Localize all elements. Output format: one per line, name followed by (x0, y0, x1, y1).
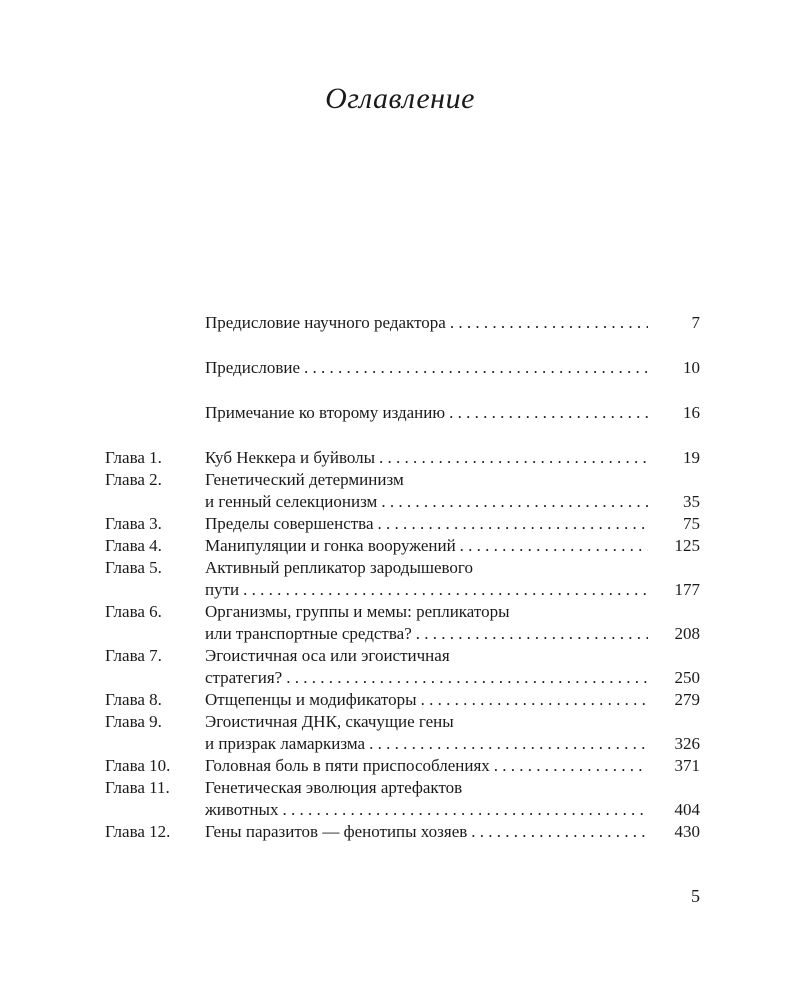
chapter-title-line: Генетическая эволюция артефактов (205, 778, 466, 797)
chapter-title-line: пути (205, 580, 243, 599)
chapter-label: Глава 12. (105, 822, 171, 841)
chapter-title-line: животных (205, 800, 282, 819)
chapter-page: 430 (674, 822, 700, 841)
chapter-label: Глава 5. (105, 558, 162, 577)
chapter-title-line: и генный селекционизм (205, 492, 381, 511)
toc-chapter-5-cont (105, 579, 700, 601)
toc-entry-title: Предисловие научного редактора (205, 313, 450, 332)
chapter-label: Глава 2. (105, 470, 162, 489)
page-title: Оглавление (325, 82, 475, 115)
toc-chapter-9 (105, 711, 700, 733)
chapter-label: Глава 6. (105, 602, 162, 621)
toc-chapter-6 (105, 601, 700, 623)
toc-entry-title: Предисловие (205, 358, 304, 377)
chapter-label: Глава 8. (105, 690, 162, 709)
chapter-label: Глава 9. (105, 712, 162, 731)
chapter-label: Глава 1. (105, 448, 162, 467)
chapter-title-line: Организмы, группы и мемы: репликаторы (205, 602, 514, 621)
toc-chapter-10 (105, 755, 700, 777)
chapter-title: Куб Неккера и буйволы (205, 448, 379, 467)
chapter-title-line: или транспортные средства? (205, 624, 416, 643)
toc-entry-page: 10 (683, 358, 700, 377)
chapter-page: 35 (683, 492, 700, 511)
toc-chapter-2 (105, 469, 700, 491)
toc-chapter-2-cont (105, 491, 700, 513)
toc-chapter-6-cont (105, 623, 700, 645)
chapter-page: 208 (674, 624, 700, 643)
table-of-contents (105, 312, 700, 843)
chapter-label: Глава 10. (105, 756, 171, 775)
chapter-label: Глава 3. (105, 514, 162, 533)
chapter-title-line: Активный репликатор зародышевого (205, 558, 477, 577)
toc-chapter-7 (105, 645, 700, 667)
chapter-title: Отщепенцы и модификаторы (205, 690, 421, 709)
toc-entry-second-edition-note (105, 402, 700, 424)
chapter-page: 19 (683, 448, 700, 467)
chapter-title-line: Эгоистичная оса или эгоистичная (205, 646, 454, 665)
toc-entry-page: 7 (691, 313, 700, 332)
toc-entry-foreword-editor (105, 312, 700, 334)
chapter-title: Манипуляции и гонка вооружений (205, 536, 460, 555)
chapter-page: 404 (674, 800, 700, 819)
chapter-title: Головная боль в пяти приспособлениях (205, 756, 494, 775)
toc-entry-foreword (105, 357, 700, 379)
chapter-page: 125 (674, 536, 700, 555)
toc-chapter-11 (105, 777, 700, 799)
toc-entry-page: 16 (683, 403, 700, 422)
toc-chapter-3 (105, 513, 700, 535)
chapter-page: 279 (674, 690, 700, 709)
toc-chapter-5 (105, 557, 700, 579)
toc-chapter-12 (105, 821, 700, 843)
toc-chapter-1 (105, 447, 700, 469)
chapter-title: Пределы совершенства (205, 514, 378, 533)
chapter-title-line: стратегия? (205, 668, 286, 687)
chapter-label: Глава 11. (105, 778, 170, 797)
page-number: 5 (691, 886, 700, 906)
chapter-page: 250 (674, 668, 700, 687)
chapter-label: Глава 7. (105, 646, 162, 665)
chapter-page: 326 (674, 734, 700, 753)
chapter-page: 371 (674, 756, 700, 775)
toc-chapter-8 (105, 689, 700, 711)
chapter-title: Гены паразитов — фенотипы хозяев (205, 822, 471, 841)
chapter-title-line: и призрак ламаркизма (205, 734, 369, 753)
toc-chapter-7-cont (105, 667, 700, 689)
toc-chapter-9-cont (105, 733, 700, 755)
chapter-title-line: Генетический детерминизм (205, 470, 408, 489)
chapter-label: Глава 4. (105, 536, 162, 555)
toc-chapter-4 (105, 535, 700, 557)
toc-entry-title: Примечание ко второму изданию (205, 403, 449, 422)
chapter-page: 75 (683, 514, 700, 533)
toc-chapter-11-cont (105, 799, 700, 821)
chapter-page: 177 (674, 580, 700, 599)
chapter-title-line: Эгоистичная ДНК, скачущие гены (205, 712, 458, 731)
